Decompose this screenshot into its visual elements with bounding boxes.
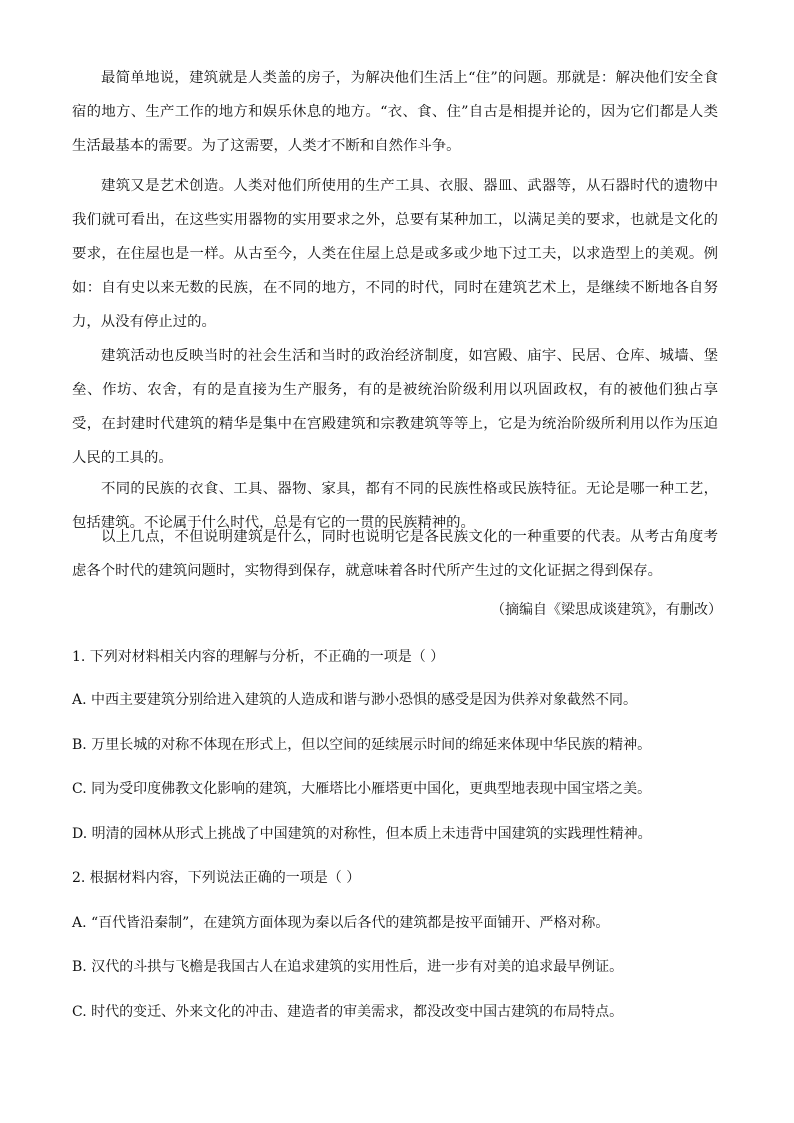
passage-paragraph-4: 不同的民族的衣食、工具、器物、家具，都有不同的民族性格或民族特征。无论是哪一种工艺，包括建筑。不论属于什么时代，总是有它的一贯的民族精神的。	[72, 481, 718, 531]
passage-paragraph-2: 建筑又是艺术创造。人类对他们所使用的生产工具、衣服、器皿、武器等，从石器时代的遗物中我们就可看出，在这些实用器物的实用要求之外，总要有某种加工，以满足美的要求，也就是文化的要求，在住屋也是一样。从古至今，人类在住屋上总是或多或少地下过工夫，以求造型上的美观。例如：自有史以来无数的民族，在不同的地方，不同的时代，同时在建筑艺术上，是继续不断地各自努力，从没有停止过的。	[72, 178, 718, 330]
question-2-option-c: C. 时代的变迁、外来文化的冲击、建造者的审美需求，都没改变中国古建筑的布局特点。	[72, 1004, 624, 1020]
question-1-option-a: A. 中西主要建筑分别给进入建筑的人造成和谐与渺小恐惧的感受是因为供养对象截然不同。	[72, 692, 638, 708]
question-1-option-b: B. 万里长城的对称不体现在形式上，但以空间的延续展示时间的绵延来体现中华民族的精神。	[72, 737, 652, 753]
question-1-option-c: C. 同为受印度佛教文化影响的建筑，大雁塔比小雁塔更中国化，更典型地表现中国宝塔之美。	[72, 781, 652, 797]
question-2-stem: 2. 根据材料内容，下列说法正确的一项是（ ）	[72, 870, 361, 886]
passage-paragraph-5: 以上几点，不但说明建筑是什么，同时也说明它是各民族文化的一种重要的代表。从考古角度考虑各个时代的建筑问题时，实物得到保存，就意味着各时代所产生过的文化证据之得到保存。	[72, 529, 718, 579]
question-2-option-b: B. 汉代的斗拱与飞檐是我国古人在追求建筑的实用性后，进一步有对美的追求最早例证。	[72, 959, 624, 975]
question-2-option-a: A. “百代皆沿秦制”，在建筑方面体现为秦以后各代的建筑都是按平面铺开、严格对称。	[72, 915, 610, 931]
question-1-option-d: D. 明清的园林从形式上挑战了中国建筑的对称性，但本质上未违背中国建筑的实践理性精神。	[72, 826, 652, 842]
passage-paragraph-3: 建筑活动也反映当时的社会生活和当时的政治经济制度，如宫殿、庙宇、民居、仓库、城墙、堡垒、作坊、农舍，有的是直接为生产服务，有的是被统治阶级利用以巩固政权，有的被他们独占享受，在封建时代建筑的精华是集中在宫殿建筑和宗教建筑等等上，它是为统治阶级所利用以作为压迫人民的工具的。	[72, 348, 718, 466]
question-1-stem: 1. 下列对材料相关内容的理解与分析，不正确的一项是（ ）	[72, 649, 445, 665]
passage-source: （摘编自《梁思成谈建筑》，有删改）	[491, 602, 722, 618]
passage-paragraph-1: 最简单地说，建筑就是人类盖的房子，为解决他们生活上“住”的问题。那就是：解决他们安全食宿的地方、生产工作的地方和娱乐休息的地方。“衣、食、住”自古是相提并论的，因为它们都是人类生活最基本的需要。为了这需要，人类才不断和自然作斗争。	[72, 70, 718, 154]
